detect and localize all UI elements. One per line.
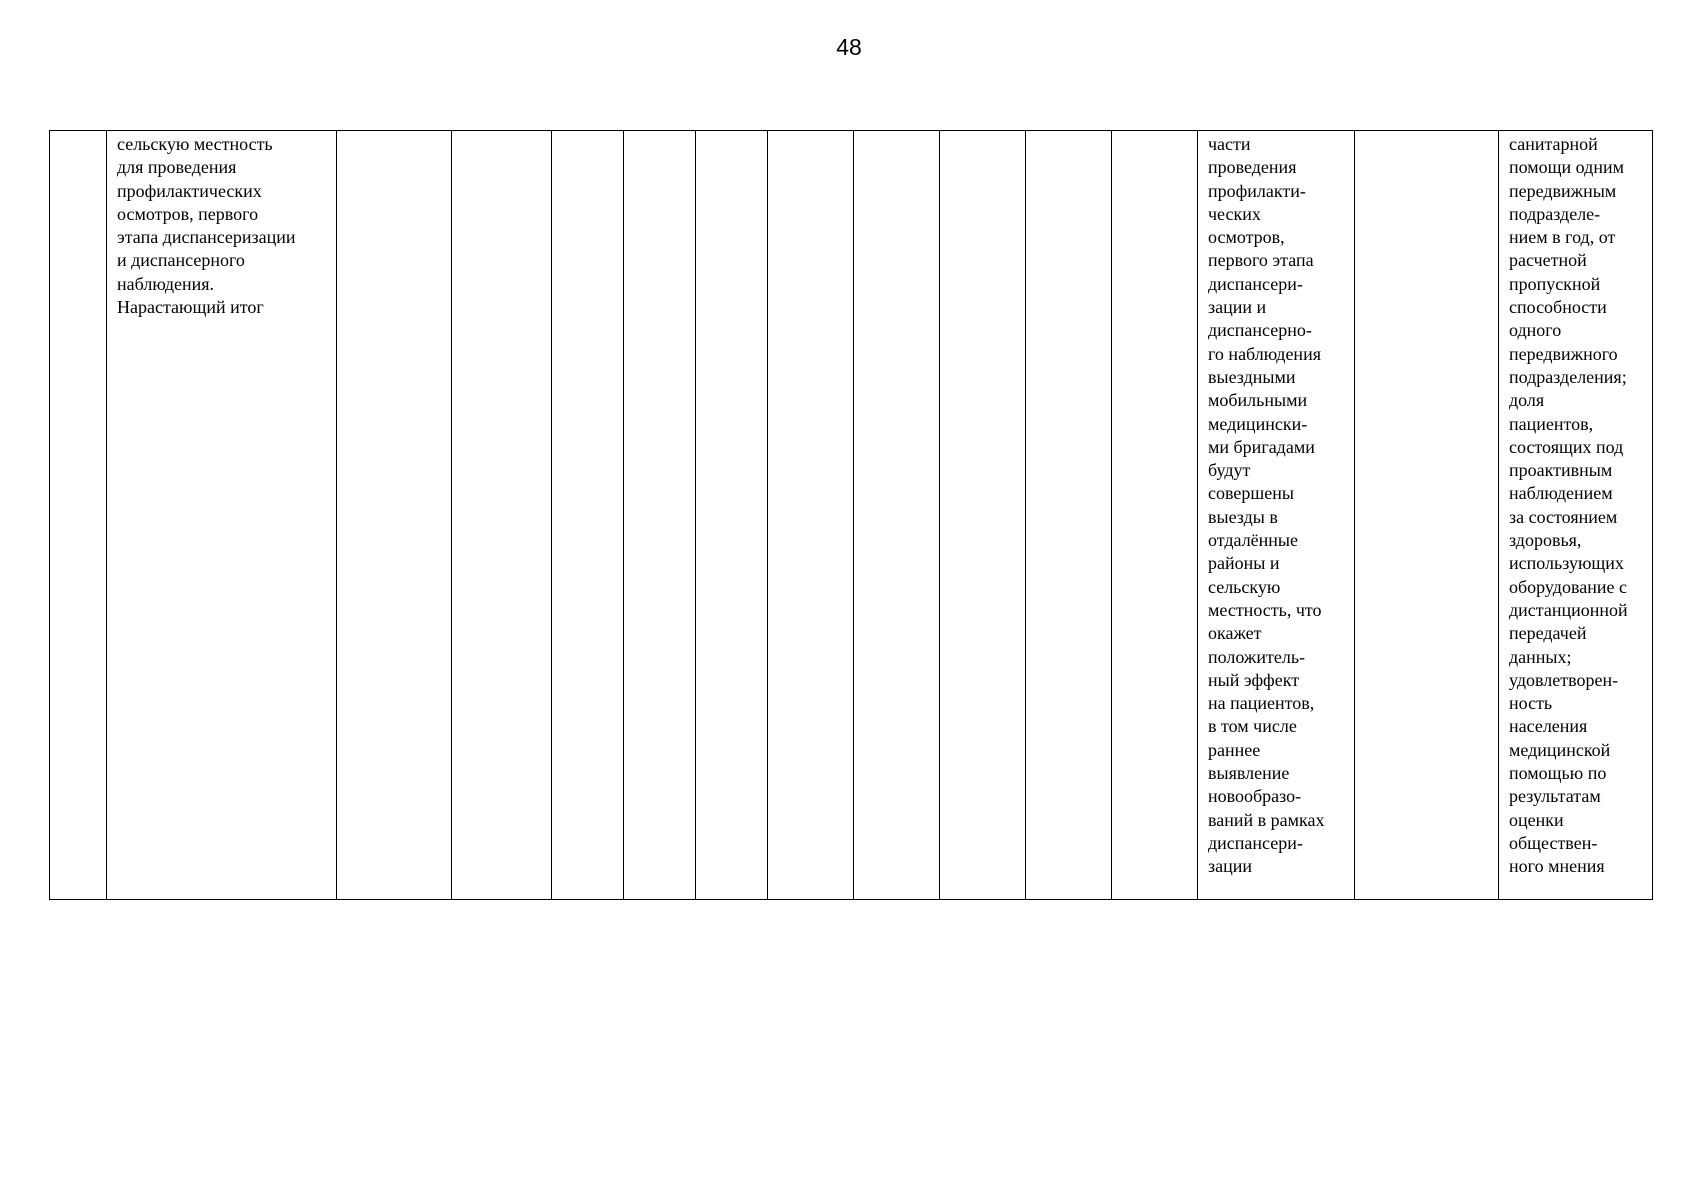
table-cell-7 bbox=[696, 131, 768, 900]
table-cell-6 bbox=[624, 131, 696, 900]
table-cell-4 bbox=[452, 131, 552, 900]
table-cell-3 bbox=[337, 131, 452, 900]
table-row bbox=[50, 131, 1653, 900]
table-cell-12 bbox=[1112, 131, 1198, 900]
table-cell-9 bbox=[854, 131, 940, 900]
table-cell-14 bbox=[1355, 131, 1499, 900]
table-cell-2: сельскую местность для проведения профилактических осмотров, первого этапа диспансеризации и диспансерного наблюдения. Нарастающий итог bbox=[107, 131, 337, 900]
table-cell-10 bbox=[940, 131, 1026, 900]
table-cell-1 bbox=[50, 131, 107, 900]
table-cell-15: санитарной помощи одним передвижным подразделе- нием в год, от расчетной пропускной способности одного передвижного подразделения; доля пациентов, состоящих под проактивным наблюдением за состоянием здоровья, использующих оборудование с дистанционной передачей данных; удовлетворен- ность населения медицинской помощью по результатам оценки обществен- ного мнения bbox=[1499, 131, 1653, 900]
table-cell-13: части проведения профилакти- ческих осмотров, первого этапа диспансери- зации и диспансерно- го наблюдения выездными мобильными медицински- ми бригадами будут совершены выезды в отдалённые районы и сельскую местность, что окажет положитель- ный эффект на пациентов, в том числе раннее выявление новообразо- ваний в рамках диспансери- зации bbox=[1198, 131, 1355, 900]
page-number: 48 bbox=[836, 34, 862, 60]
table-cell-5 bbox=[552, 131, 624, 900]
table-cell-11 bbox=[1026, 131, 1112, 900]
data-table bbox=[49, 130, 1653, 900]
table-cell-8 bbox=[768, 131, 854, 900]
